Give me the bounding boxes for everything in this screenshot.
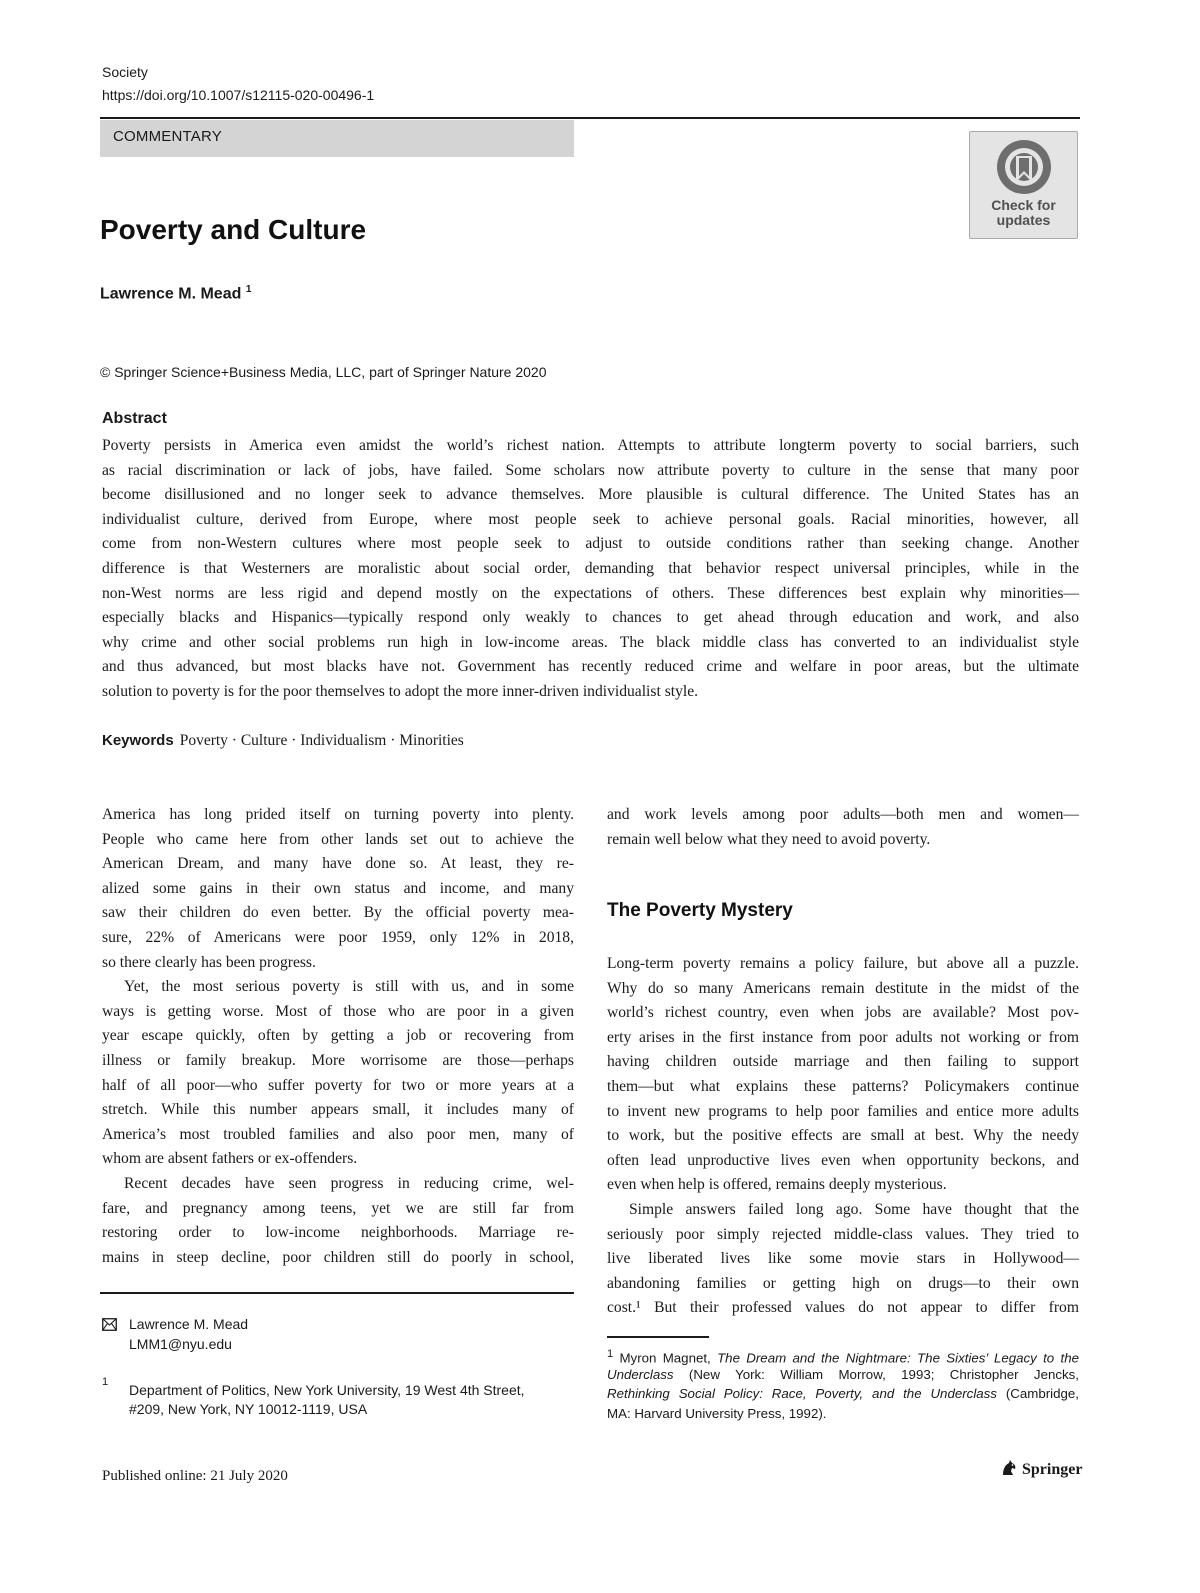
check-for-updates-label: Check for updates [991,197,1056,228]
body-line: whom are absent fathers or ex-offenders. [102,1150,358,1168]
body-line: cost.¹ But their professed values do not appear to differ from [607,1299,1079,1317]
body-line: remain well below what they need to avoid poverty. [607,830,931,848]
abstract-line: come from non-Western cultures where most people seek to adjust to outside conditions rather than seeking change. Another [102,535,1079,553]
body-line: restoring order to low-income neighborhoods. Marriage re- [102,1224,574,1242]
author-name-text: Lawrence M. Mead [100,285,242,303]
body-line: so there clearly has been progress. [102,953,316,971]
body-line: to work, but the positive effects are small at best. Why the needy [607,1127,1079,1145]
body-right-column-top [607,803,1079,852]
body-line: to invent new programs to help poor families and entice more adults [607,1102,1079,1120]
affiliation-line: Department of Politics, New York University, 19 West 4th Street, [129,1382,525,1398]
footnote [607,1345,1079,1423]
body-line: Why do so many Americans remain destitute in the midst of the [607,979,1079,997]
abstract-line: as racial discrimination or lack of jobs, have failed. Some scholars now attribute poverty to culture in the sense that many poor [102,461,1079,479]
abstract-line: individualist culture, derived from Europe, where most people seek to achieve personal goals. Racial minorities, however, all [102,510,1079,528]
body-line: America has long prided itself on turning poverty into plenty. [102,806,574,823]
abstract-line: difference is that Westerners are moralistic about social order, demanding that behavior respect universal principles, while in the [102,559,1079,577]
body-line: fare, and pregnancy among teens, yet we are still far from [102,1199,574,1217]
author-name[interactable] [100,284,251,303]
footnote-book-title: The Dream and the Nightmare: The Sixties’ Legacy to the [717,1350,1079,1366]
abstract-line: and thus advanced, but most blacks have not. Government has recently reduced crime and welfare in poor areas, but the ultimate [102,658,1079,676]
abstract-line: especially blacks and Hispanics—typically respond only weakly to chances to get ahead through education and work, and also [102,609,1079,627]
journal-name: Society [102,64,148,80]
body-line: alized some gains in their own status and income, and many [102,879,574,897]
body-line: ways is getting worse. Most of those who are poor in a given [102,1002,574,1020]
footnote-citation: (New York: William Morrow, 1993; Christopher Jencks, [673,1366,1079,1382]
footnote-book-title: Rethinking Social Policy: Race, Poverty, and the Underclass [607,1386,997,1402]
footnote-line: MA: Harvard University Press, 1992). [607,1405,827,1421]
published-date: Published online: 21 July 2020 [102,1468,288,1484]
body-left-column [102,803,574,1270]
body-right-column [607,952,1079,1321]
body-line: Recent decades have seen progress in reducing crime, wel- [124,1174,574,1192]
body-line: saw their children do even better. By the official poverty mea- [102,904,574,922]
abstract-heading: Abstract [102,410,167,427]
footnote-rule-right [607,1336,709,1338]
footnote-line [607,1384,1079,1404]
article-title: Poverty and Culture [100,214,367,245]
body-line: American Dream, and many have done so. At least, they re- [102,855,574,873]
doi-link[interactable]: https://doi.org/10.1007/s12115-020-00496-1 [102,87,375,103]
check-for-updates-badge[interactable] [969,131,1078,239]
footnote-citation: (Cambridge, [996,1386,1079,1402]
crossmark-icon [990,138,1058,200]
body-line: abandoning families or getting high on drugs—to their own [607,1274,1079,1292]
body-line: mains in steep decline, poor children still do poorly in school, [102,1248,574,1266]
author-affiliation-marker: 1 [245,284,252,295]
body-line: and work levels among poor adults—both men and women— [607,806,1079,823]
corresponding-author-email[interactable]: LMM1@nyu.edu [129,1336,232,1352]
footnote-book-title: Underclass [607,1366,674,1382]
corresponding-author-name: Lawrence M. Mead [129,1316,249,1332]
header-rule [100,117,1080,119]
keywords-list: Poverty · Culture · Individualism · Minorities [179,732,464,749]
body-line: Long-term poverty remains a policy failure, but above all a puzzle. [607,955,1079,972]
footnote-author: Myron Magnet, [619,1350,718,1366]
footnote-rule-left [100,1292,574,1294]
abstract-text [102,434,1079,705]
publisher-name: Springer [1022,1461,1083,1478]
footnote-line [607,1345,1079,1365]
article-type-label: COMMENTARY [113,128,222,145]
springer-horse-icon [1000,1459,1018,1477]
abstract-line: become disillusioned and no longer seek to advance themselves. More plausible is cultural difference. The United States has an [102,486,1079,504]
footnote-number: 1 [607,1348,614,1360]
affiliation-number: 1 [102,1376,109,1388]
affiliation-line: #209, New York, NY 10012-1119, USA [129,1401,368,1417]
body-line: America’s most troubled families and also poor men, many of [102,1125,574,1143]
body-line: world’s richest country, even when jobs are available? Most pov- [607,1004,1079,1022]
abstract-line: solution to poverty is for the poor themselves to adopt the more inner-driven individualist style. [102,682,699,700]
publisher-logo [1000,1459,1082,1479]
body-line: even when help is offered, remains deeply mysterious. [607,1176,947,1194]
body-line: seriously poor simply rejected middle-class values. They tried to [607,1225,1079,1243]
body-line: Yet, the most serious poverty is still with us, and in some [124,978,574,996]
abstract-line: Poverty persists in America even amidst the world’s richest nation. Attempts to attribute longterm poverty to social barriers, such [102,437,1079,454]
section-heading: The Poverty Mystery [607,900,793,921]
body-line: them—but what explains these patterns? Policymakers continue [607,1077,1079,1095]
body-line: People who came here from other lands set out to achieve the [102,830,574,848]
body-line: half of all poor—who suffer poverty for two or more years at a [102,1076,574,1094]
abstract-line: non-West norms are less rigid and depend mostly on the expectations of others. These differences best explain why minorities— [102,584,1079,602]
body-line: sure, 22% of Americans were poor 1959, only 12% in 2018, [102,928,574,946]
abstract-line: why crime and other social problems run high in low-income areas. The black middle class has converted to an individualist style [102,633,1079,651]
body-line: live liberated lives like some movie stars in Hollywood— [607,1250,1079,1268]
footnote-line [607,1365,1079,1385]
body-line: having children outside marriage and then failing to support [607,1053,1079,1071]
mail-icon [102,1318,117,1331]
body-line: often lead unproductive lives even when opportunity beckons, and [607,1151,1079,1169]
body-line: year escape quickly, often by getting a job or recovering from [102,1027,574,1045]
body-line: stretch. While this number appears small, it includes many of [102,1101,574,1119]
body-line: Simple answers failed long ago. Some have thought that the [629,1200,1079,1218]
body-line: erty arises in the first instance from poor adults not working or from [607,1028,1079,1046]
keywords-label: Keywords [102,732,174,749]
copyright-notice: © Springer Science+Business Media, LLC, part of Springer Nature 2020 [100,364,547,380]
body-line: illness or family breakup. More worrisome are those—perhaps [102,1051,574,1069]
keywords [102,732,464,750]
